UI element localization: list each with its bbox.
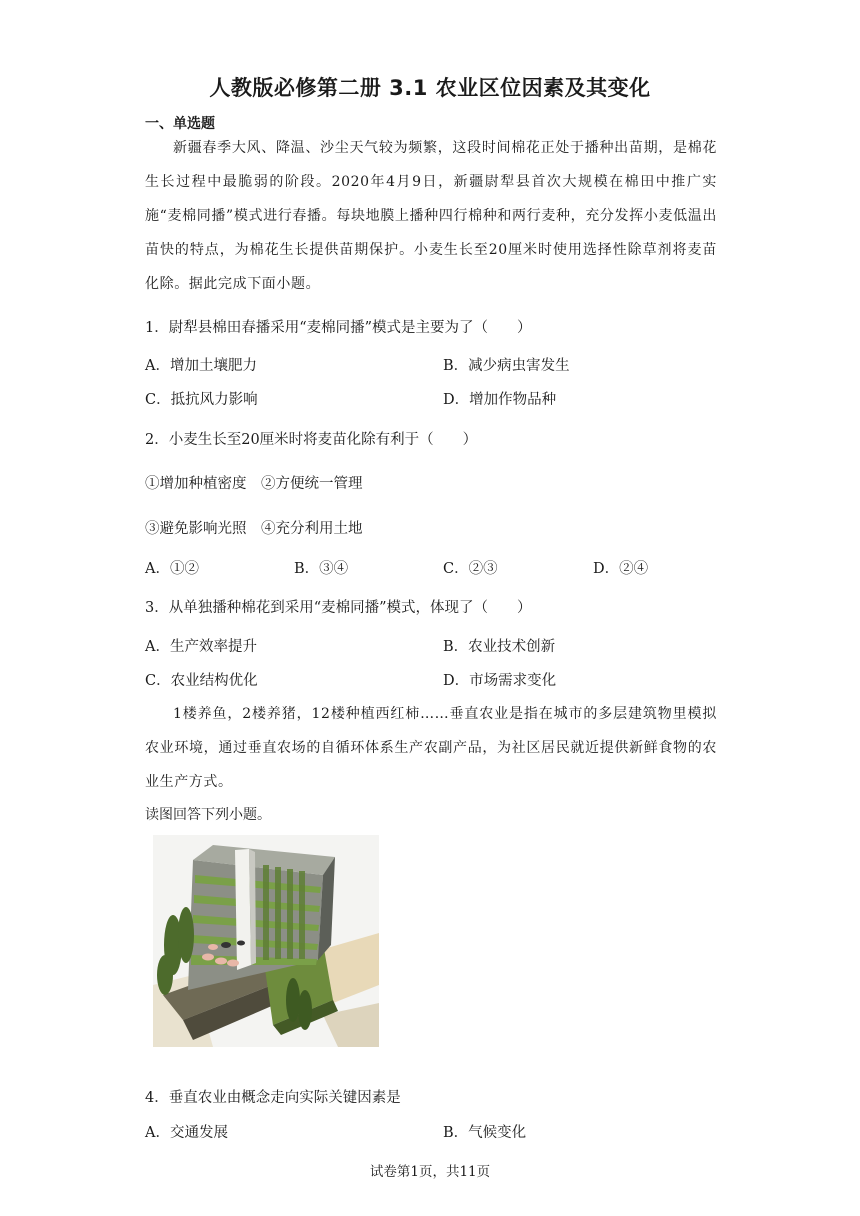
question-3-option-b: B．农业技术创新 <box>443 639 556 655</box>
question-1-option-d: D．增加作物品种 <box>443 392 557 408</box>
question-2-option-d: D．②④ <box>593 561 649 577</box>
passage-2: 1楼养鱼，2楼养猪，12楼种植西红柿……垂直农业是指在城市的多层建筑物里模拟农业环境，通过垂直农场的自循环体系生产农副产品，为社区居民就近提供新鲜食物的农业生产方式。 <box>145 706 717 790</box>
question-3-option-a: A．生产效率提升 <box>145 639 257 655</box>
question-1-stem: 1．尉犁县棉田春播采用“麦棉同播”模式是主要为了（ ） <box>145 320 532 336</box>
question-1-option-b: B．减少病虫害发生 <box>443 358 570 374</box>
page-title: 人教版必修第二册 3.1 农业区位因素及其变化 <box>209 76 651 100</box>
question-2-option-c: C．②③ <box>443 561 498 577</box>
vertical-farm-figure <box>153 835 379 1047</box>
section-heading: 一、单选题 <box>145 116 215 132</box>
read-prompt: 读图回答下列小题。 <box>145 807 271 823</box>
page-footer: 试卷第1页，共11页 <box>369 1164 491 1180</box>
question-3-option-c: C．农业结构优化 <box>145 673 258 689</box>
vertical-farm-illustration <box>153 835 379 1047</box>
passage-1: 新疆春季大风、降温、沙尘天气较为频繁，这段时间棉花正处于播种出苗期，是棉花生长过程中最脆弱的阶段。2020年4月9日，新疆尉犁县首次大规模在棉田中推广实施“麦棉同播”模式进行春播。每块地膜上播种四行棉种和两行麦种，充分发挥小麦低温出苗快的特点，为棉花生长提供苗期保护。小麦生长至20厘米时使用选择性除草剂将麦苗化除。据此完成下面小题。 <box>145 140 717 292</box>
question-2-option-a: A．①② <box>145 561 199 577</box>
question-3-stem: 3．从单独播种棉花到采用“麦棉同播”模式，体现了（ ） <box>145 600 532 616</box>
question-2-option-b: B．③④ <box>294 561 349 577</box>
question-4-stem: 4．垂直农业由概念走向实际关键因素是 <box>145 1090 401 1106</box>
question-2-statements-1: ①增加种植密度 ②方便统一管理 <box>145 476 363 492</box>
question-3-option-d: D．市场需求变化 <box>443 673 557 689</box>
question-2-statements-2: ③避免影响光照 ④充分利用土地 <box>145 521 363 537</box>
question-1-option-c: C．抵抗风力影响 <box>145 392 258 408</box>
question-2-stem: 2．小麦生长至20厘米时将麦苗化除有利于（ ） <box>145 432 478 448</box>
question-4-option-b: B．气候变化 <box>443 1125 527 1141</box>
question-1-option-a: A．增加土壤肥力 <box>145 358 257 374</box>
question-4-option-a: A．交通发展 <box>145 1125 228 1141</box>
